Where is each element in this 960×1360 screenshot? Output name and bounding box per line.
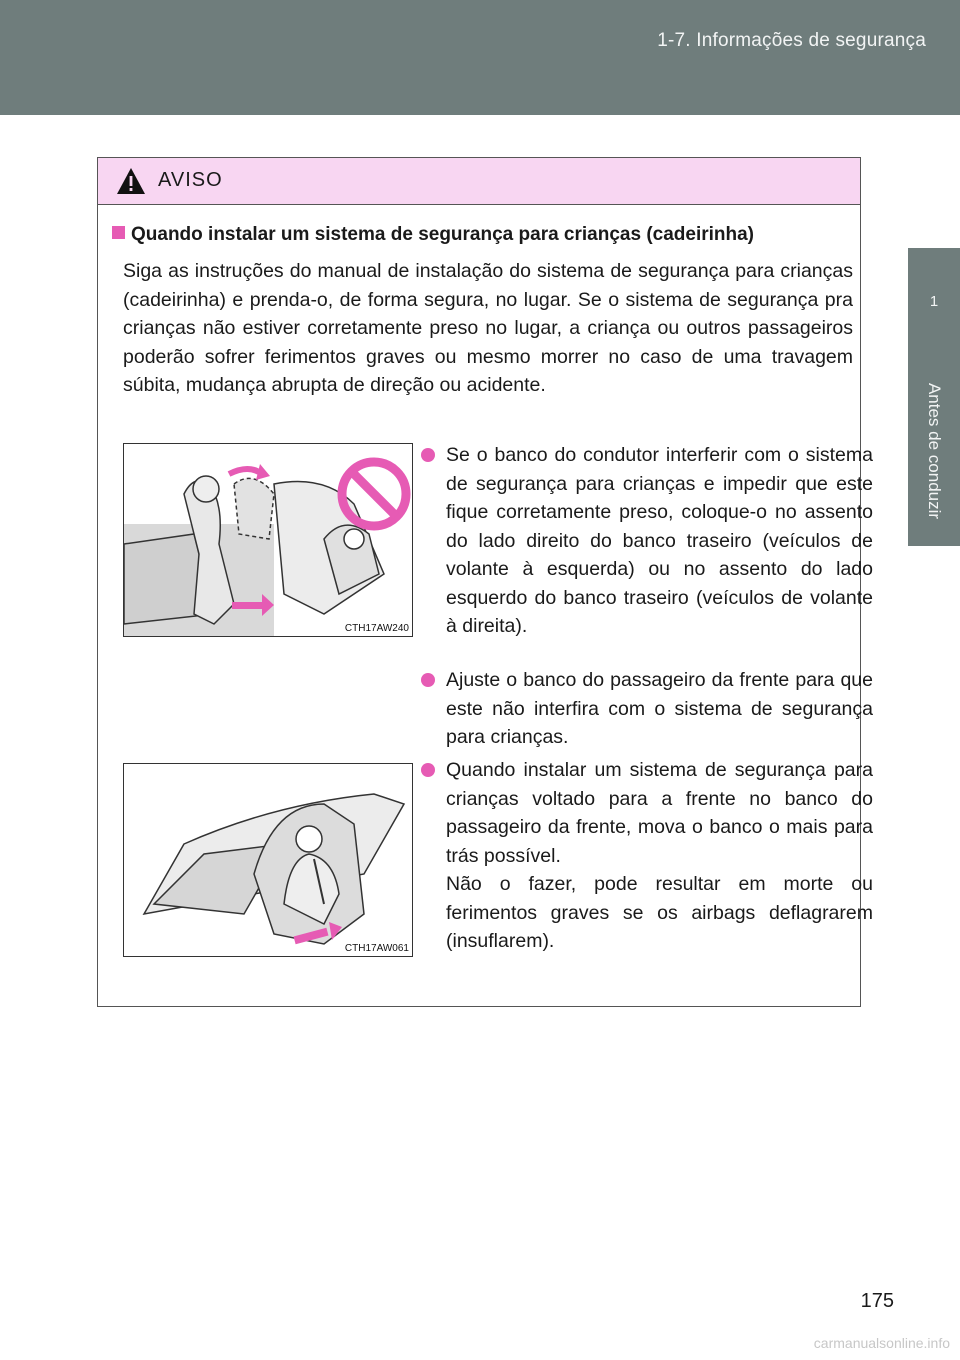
warning-paragraph: Siga as instruções do manual de instalação do sistema de segurança para crianças (cadeirinha) e prenda-o, de forma segura, no lugar. Se o sistema de segurança pra crianças não estiver corretamente preso no lugar, a criança ou outros passageiros poderão sofrer ferimentos graves ou mesmo morrer no caso de uma travagem súbita, mudança abrupta de direção ou acidente. xyxy=(123,260,853,396)
header-band xyxy=(0,0,960,115)
page-number: 175 xyxy=(860,1290,894,1312)
bullet-item xyxy=(421,441,873,641)
round-bullet-icon xyxy=(421,673,435,687)
chapter-label-tab xyxy=(908,356,960,546)
illustration-driver-seat xyxy=(123,443,413,637)
section-heading-text: Quando instalar um sistema de segurança para crianças (cadeirinha) xyxy=(131,224,755,245)
warning-label: AVISO xyxy=(158,169,223,191)
chapter-number-tab: 1 xyxy=(908,248,960,356)
round-bullet-icon xyxy=(421,763,435,777)
bullet-text: Ajuste o banco do passageiro da frente para que este não interfira com o sistema de segurança para crianças. xyxy=(446,669,873,748)
round-bullet-icon xyxy=(421,448,435,462)
bullet-item xyxy=(421,756,873,956)
warning-header xyxy=(98,158,860,205)
warning-box xyxy=(97,157,873,1007)
warning-triangle-icon xyxy=(116,167,146,195)
chapter-label: Antes de conduzir xyxy=(925,382,944,520)
front-passenger-child-seat-illustration xyxy=(124,764,413,957)
bullet-item xyxy=(421,666,873,752)
square-bullet-icon xyxy=(112,226,125,239)
driver-seat-interference-illustration xyxy=(124,444,413,637)
bullet-text: Quando instalar um sistema de segurança para crianças voltado para a frente no banco do passageiro da frente, mova o banco o mais para trás possível. Não o fazer, pode resultar em morte ou ferimentos graves se os airbags deflagrarem (insuflarem). xyxy=(446,759,873,952)
section-heading xyxy=(112,224,754,246)
watermark: carmanualsonline.info xyxy=(813,1335,950,1351)
illustration-code: CTH17AW240 xyxy=(344,623,409,634)
illustration-passenger-seat xyxy=(123,763,413,957)
illustration-code: CTH17AW061 xyxy=(344,943,409,954)
bullet-text: Se o banco do condutor interferir com o sistema de segurança para crianças e impedir que este fique corretamente preso, coloque-o no assento do lado direito do banco traseiro (veículos de volante à esquerda) ou no assento do lado esquerdo do banco traseiro (veículos de volante à direita). xyxy=(446,444,873,637)
section-title: 1-7. Informações de segurança xyxy=(657,30,926,51)
